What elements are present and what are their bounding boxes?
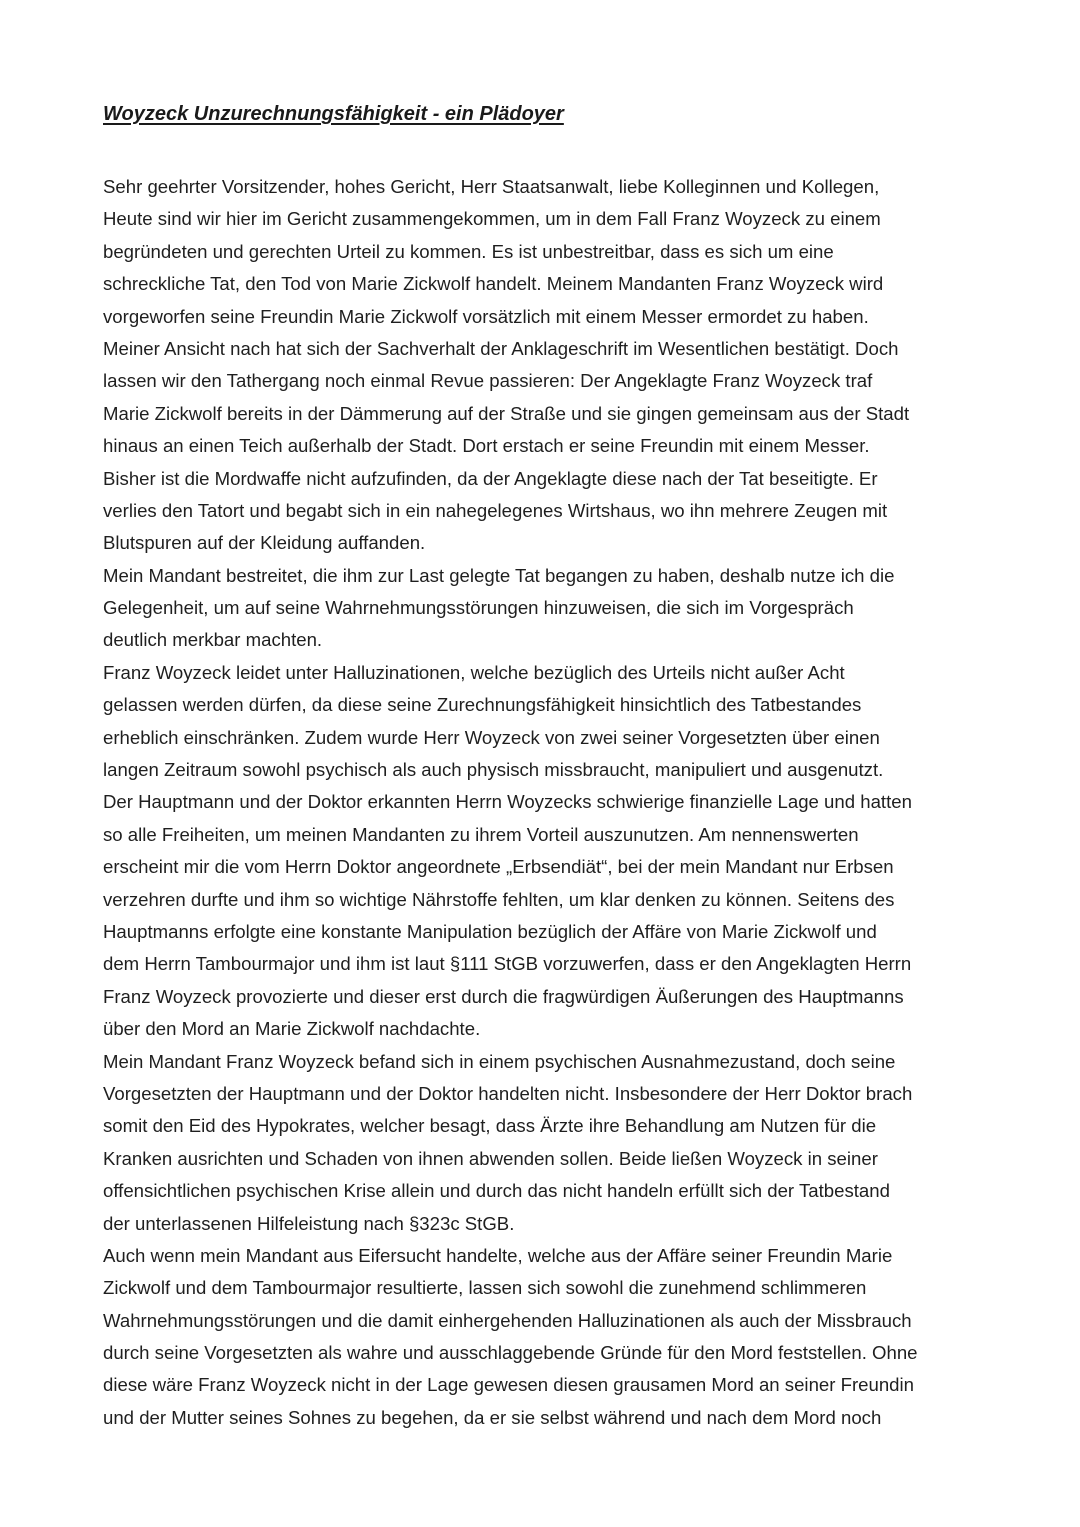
text-line: über den Mord an Marie Zickwolf nachdachte. — [103, 1018, 481, 1040]
text-line: gelassen werden dürfen, da diese seine Zurechnungsfähigkeit hinsichtlich des Tatbestandes — [103, 694, 862, 716]
text-line: durch seine Vorgesetzten als wahre und ausschlaggebende Gründe für den Mord feststellen. Ohne — [103, 1342, 918, 1364]
text-line: und der Mutter seines Sohnes zu begehen, da er sie selbst während und nach dem Mord noch — [103, 1406, 882, 1428]
text-line: Wahrnehmungsstörungen und die damit einhergehenden Halluzinationen als auch der Missbrauch — [103, 1309, 912, 1331]
text-line: deutlich merkbar machten. — [103, 629, 323, 651]
text-line: Franz Woyzeck provozierte und dieser erst durch die fragwürdigen Äußerungen des Hauptmanns — [103, 985, 904, 1007]
text-line: erscheint mir die vom Herrn Doktor angeordnete „Erbsendiät“, bei der mein Mandant nur Erbsen — [103, 856, 894, 878]
text-line: hinaus an einen Teich außerhalb der Stadt. Dort erstach er seine Freundin mit einem Messer. — [103, 435, 870, 457]
text-line: Der Hauptmann und der Doktor erkannten Herrn Woyzecks schwierige finanzielle Lage und hatten — [103, 791, 912, 813]
text-line: Heute sind wir hier im Gericht zusammengekommen, um in dem Fall Franz Woyzeck zu einem — [103, 208, 881, 230]
text-line: erheblich einschränken. Zudem wurde Herr Woyzeck von zwei seiner Vorgesetzten über einen — [103, 726, 880, 748]
text-line: Meiner Ansicht nach hat sich der Sachverhalt der Anklageschrift im Wesentlichen bestätigt. Doch — [103, 337, 899, 359]
text-line: der unterlassenen Hilfeleistung nach §323c StGB. — [103, 1212, 515, 1234]
text-line: verzehren durfte und ihm so wichtige Nährstoffe fehlten, um klar denken zu können. Seitens des — [103, 888, 895, 910]
text-line: so alle Freiheiten, um meinen Mandanten zu ihrem Vorteil auszunutzen. Am nennenswerten — [103, 823, 859, 845]
text-line: diese wäre Franz Woyzeck nicht in der Lage gewesen diesen grausamen Mord an seiner Freundin — [103, 1374, 914, 1396]
text-line: Sehr geehrter Vorsitzender, hohes Gericht, Herr Staatsanwalt, liebe Kolleginnen und Kollegen, — [103, 176, 880, 197]
text-line: Marie Zickwolf bereits in der Dämmerung auf der Straße und sie gingen gemeinsam aus der Stadt — [103, 402, 910, 424]
text-line: lassen wir den Tathergang noch einmal Revue passieren: Der Angeklagte Franz Woyzeck traf — [103, 370, 873, 392]
text-line: langen Zeitraum sowohl psychisch als auch physisch missbraucht, manipuliert und ausgenutzt. — [103, 759, 884, 781]
text-line: dem Herrn Tambourmajor und ihm ist laut §111 StGB vorzuwerfen, dass er den Angeklagten Herrn — [103, 953, 912, 975]
text-line: vorgeworfen seine Freundin Marie Zickwolf vorsätzlich mit einem Messer ermordet zu haben. — [103, 305, 869, 327]
document-title: Woyzeck Unzurechnungsfähigkeit - ein Plädoyer — [103, 103, 564, 125]
text-line: verlies den Tatort und begabt sich in ein nahegelegenes Wirtshaus, wo ihn mehrere Zeugen mit — [103, 499, 888, 521]
document-body — [103, 171, 993, 1434]
text-line: Auch wenn mein Mandant aus Eifersucht handelte, welche aus der Affäre seiner Freundin Marie — [103, 1244, 893, 1266]
text-line: somit den Eid des Hypokrates, welcher besagt, dass Ärzte ihre Behandlung am Nutzen für die — [103, 1115, 877, 1137]
text-line: Mein Mandant Franz Woyzeck befand sich in einem psychischen Ausnahmezustand, doch seine — [103, 1050, 896, 1072]
text-line: schreckliche Tat, den Tod von Marie Zickwolf handelt. Meinem Mandanten Franz Woyzeck wird — [103, 273, 884, 295]
text-line: begründeten und gerechten Urteil zu kommen. Es ist unbestreitbar, dass es sich um eine — [103, 240, 834, 262]
text-line: Vorgesetzten der Hauptmann und der Doktor handelten nicht. Insbesondere der Herr Doktor brach — [103, 1082, 913, 1104]
text-line: Kranken ausrichten und Schaden von ihnen abwenden sollen. Beide ließen Woyzeck in seiner — [103, 1147, 878, 1169]
text-line: Hauptmanns erfolgte eine konstante Manipulation bezüglich der Affäre von Marie Zickwolf und — [103, 920, 877, 942]
text-line: Mein Mandant bestreitet, die ihm zur Last gelegte Tat begangen zu haben, deshalb nutze ich die — [103, 564, 895, 586]
text-line: Franz Woyzeck leidet unter Halluzinationen, welche bezüglich des Urteils nicht außer Acht — [103, 661, 845, 683]
text-line: offensichtlichen psychischen Krise allein und durch das nicht handeln erfüllt sich der Tatbestand — [103, 1180, 890, 1202]
text-line: Blutspuren auf der Kleidung auffanden. — [103, 532, 426, 554]
text-line: Gelegenheit, um auf seine Wahrnehmungsstörungen hinzuweisen, die sich im Vorgespräch — [103, 597, 854, 619]
text-line: Bisher ist die Mordwaffe nicht aufzufinden, da der Angeklagte diese nach der Tat beseitigte. Er — [103, 467, 878, 489]
text-line: Zickwolf und dem Tambourmajor resultierte, lassen sich sowohl die zunehmend schlimmeren — [103, 1277, 867, 1299]
